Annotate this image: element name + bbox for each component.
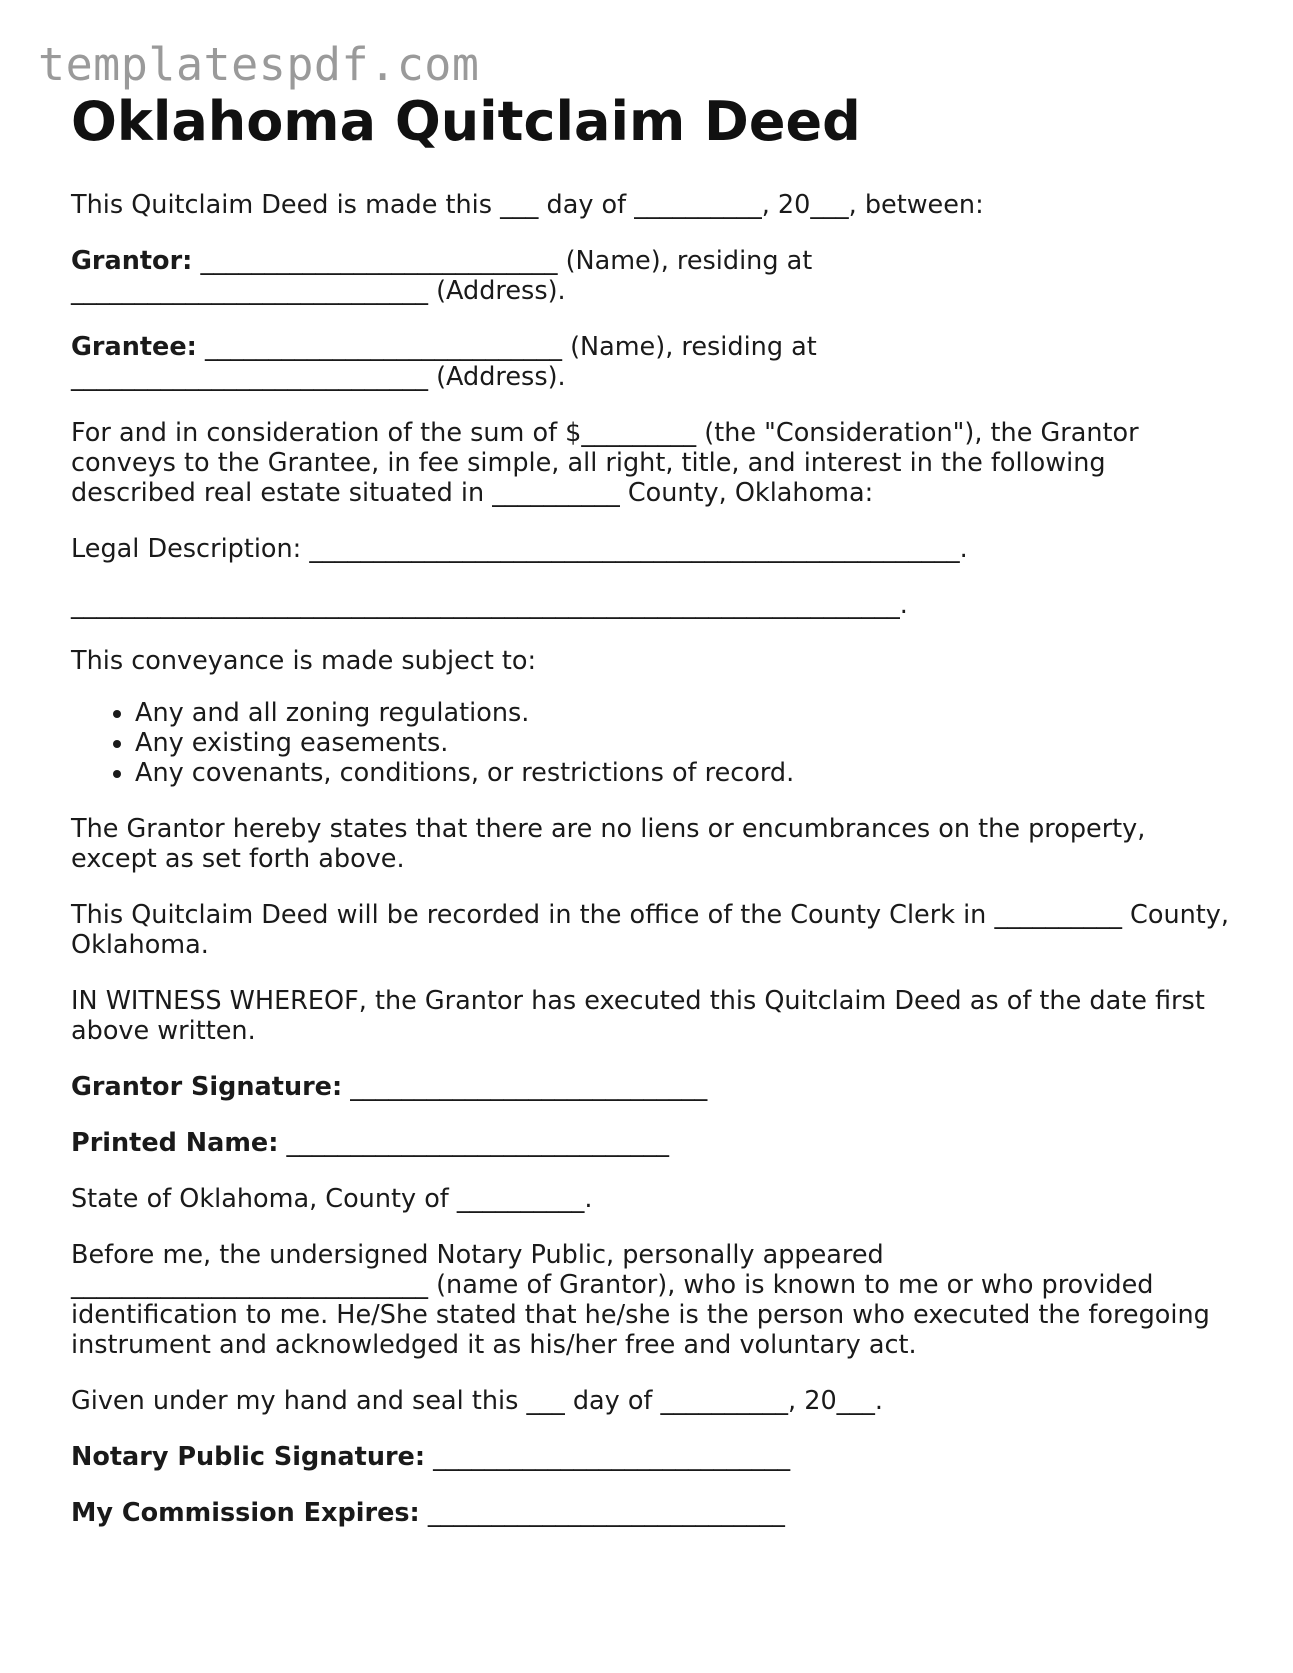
intro-paragraph: This Quitclaim Deed is made this ___ day of __________, 20___, between: bbox=[71, 190, 984, 220]
grantor-signature-label: Grantor Signature: bbox=[71, 1072, 343, 1102]
notary-signature-line bbox=[71, 1442, 1231, 1472]
list-item: • Any covenants, conditions, or restrictions of record. bbox=[135, 758, 1231, 788]
state-county-line: State of Oklahoma, County of __________. bbox=[71, 1184, 593, 1214]
grantee-name-line: ____________________________ (Name), residing at bbox=[196, 332, 817, 362]
grantor-signature-blank: ____________________________ bbox=[342, 1072, 708, 1102]
liens-paragraph: The Grantor hereby states that there are no liens or encumbrances on the property, except as set forth above. bbox=[71, 814, 1146, 874]
printed-name-line bbox=[71, 1128, 1231, 1158]
commission-expires-blank: ____________________________ bbox=[419, 1498, 785, 1528]
printed-name-label: Printed Name: bbox=[71, 1128, 279, 1158]
notary-statement bbox=[71, 1240, 1231, 1360]
list-item: • Any existing easements. bbox=[135, 728, 1231, 758]
list-item: • Any and all zoning regulations. bbox=[135, 698, 1231, 728]
watermark: templatespdf.com bbox=[38, 38, 480, 91]
commission-expires-line bbox=[71, 1498, 1231, 1528]
grantor-block bbox=[71, 246, 1231, 306]
printed-name-blank: ______________________________ bbox=[278, 1128, 669, 1158]
document-title: Oklahoma Quitclaim Deed bbox=[71, 90, 861, 153]
subject-list bbox=[71, 698, 1231, 788]
notary-signature-blank: ____________________________ bbox=[425, 1442, 791, 1472]
document-body bbox=[71, 86, 1231, 1554]
grantor-label: Grantor: bbox=[71, 246, 193, 276]
notary-statement-rest: ____________________________ (name of Grantor), who is known to me or who provided identification to me. He/She stated that he/she is the person who executed the foregoing instrument and acknowledged it as his/her free and voluntary act. bbox=[71, 1270, 1210, 1360]
legal-description-line-1: Legal Description: ___________________________________________________. bbox=[71, 534, 968, 564]
grantee-block bbox=[71, 332, 1231, 392]
grantor-address-line: ____________________________ (Address). bbox=[71, 276, 566, 306]
legal-description-line-2: _________________________________________________________________. bbox=[71, 590, 908, 620]
commission-expires-label: My Commission Expires: bbox=[71, 1498, 420, 1528]
witness-paragraph: IN WITNESS WHEREOF, the Grantor has executed this Quitclaim Deed as of the date first above written. bbox=[71, 986, 1205, 1046]
grantee-label: Grantee: bbox=[71, 332, 197, 362]
grantor-name-line: ____________________________ (Name), residing at bbox=[192, 246, 813, 276]
notary-statement-line-1: Before me, the undersigned Notary Public, personally appeared bbox=[71, 1240, 884, 1270]
consideration-paragraph: For and in consideration of the sum of $_________ (the "Consideration"), the Grantor conveys to the Grantee, in fee simple, all right, title, and interest in the following described real estate situated in __________ County, Oklahoma: bbox=[71, 418, 1139, 508]
recording-paragraph: This Quitclaim Deed will be recorded in the office of the County Clerk in __________ County, Oklahoma. bbox=[71, 900, 1229, 960]
grantee-address-line: ____________________________ (Address). bbox=[71, 362, 566, 392]
given-under-hand-line: Given under my hand and seal this ___ day of __________, 20___. bbox=[71, 1386, 884, 1416]
subject-intro: This conveyance is made subject to: bbox=[71, 646, 537, 676]
notary-signature-label: Notary Public Signature: bbox=[71, 1442, 426, 1472]
grantor-signature-line bbox=[71, 1072, 1231, 1102]
